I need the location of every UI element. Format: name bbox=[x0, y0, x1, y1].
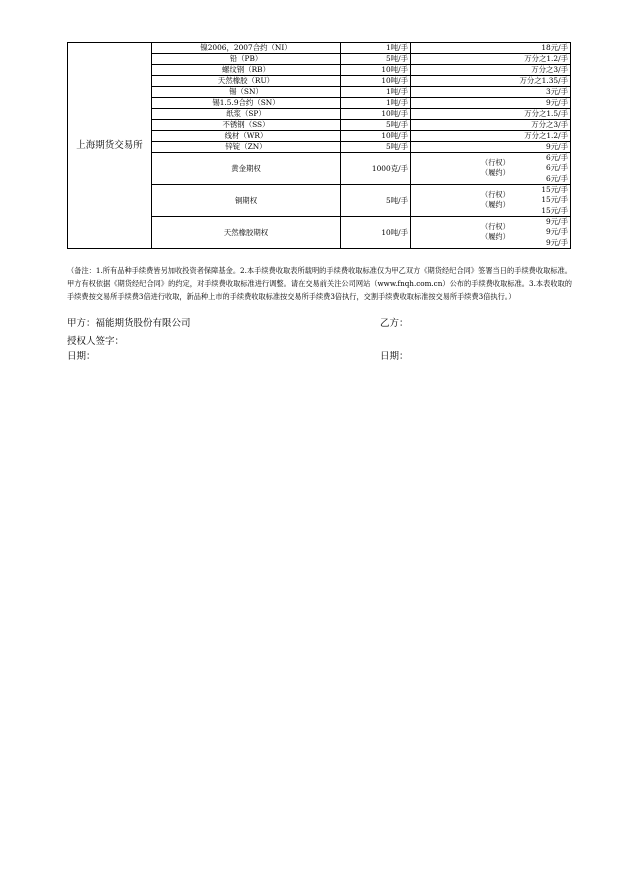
fee-value: 9元/手 bbox=[546, 227, 568, 237]
fee-value: 万分之1.2/手 bbox=[411, 131, 571, 142]
party-a-label: 甲方：福能期货股份有限公司 bbox=[67, 318, 191, 329]
trade-unit: 5吨/手 bbox=[341, 120, 411, 131]
trade-unit: 1吨/手 bbox=[341, 43, 411, 54]
fee-table bbox=[67, 42, 571, 249]
trade-unit: 1吨/手 bbox=[341, 98, 411, 109]
fee-value: 万分之1.5/手 bbox=[411, 109, 571, 120]
trade-unit: 10吨/手 bbox=[341, 131, 411, 142]
performance-label: （履约） bbox=[481, 232, 510, 241]
trade-unit: 1000克/手 bbox=[341, 153, 411, 185]
fee-value: 15元/手 bbox=[541, 185, 568, 194]
party-b-label: 乙方： bbox=[380, 318, 409, 329]
fee-value: 9元/手 bbox=[546, 237, 568, 247]
option-fee-cell bbox=[411, 185, 571, 217]
exercise-label: （行权） bbox=[481, 222, 510, 231]
fee-value: 9元/手 bbox=[411, 98, 571, 109]
trade-unit: 5吨/手 bbox=[341, 185, 411, 217]
product-name: 线材（WR） bbox=[152, 131, 341, 142]
fee-value: 6元/手 bbox=[546, 173, 568, 183]
product-name: 黄金期权 bbox=[152, 153, 341, 185]
party-a-date-label: 日期： bbox=[67, 351, 96, 362]
product-name: 铅（PB） bbox=[152, 54, 341, 65]
fee-value: 万分之1.35/手 bbox=[411, 76, 571, 87]
trade-unit: 10吨/手 bbox=[341, 76, 411, 87]
product-name: 不锈钢（SS） bbox=[152, 120, 341, 131]
trade-unit: 10吨/手 bbox=[341, 109, 411, 120]
fee-value: 18元/手 bbox=[411, 43, 571, 54]
option-fee-cell bbox=[411, 153, 571, 185]
product-name: 镍2006，2007合约（NI） bbox=[152, 43, 341, 54]
fee-value: 3元/手 bbox=[411, 87, 571, 98]
product-name: 螺纹钢（RB） bbox=[152, 65, 341, 76]
trade-unit: 10吨/手 bbox=[341, 65, 411, 76]
product-name: 锡（SN） bbox=[152, 87, 341, 98]
fee-value: 万分之3/手 bbox=[411, 120, 571, 131]
product-name: 天然橡胶期权 bbox=[152, 217, 341, 249]
product-name: 铜期权 bbox=[152, 185, 341, 217]
trade-unit: 10吨/手 bbox=[341, 217, 411, 249]
exchange-name-cell: 上海期货交易所 bbox=[68, 43, 152, 249]
product-name: 纸浆（SP） bbox=[152, 109, 341, 120]
trade-unit: 5吨/手 bbox=[341, 54, 411, 65]
party-b-date-label: 日期： bbox=[380, 351, 409, 362]
remarks-note: （备注：1.所有品种手续费皆另加收投资者保障基金。2.本手续费收取表所载明的手续费收取标准仅为甲乙双方《期货经纪合同》签署当日的手续费收取标准。甲方有权依据《期货经纪合同》的约定，对手续费收取标准进行调整。请在交易前关注公司网站（www.fnqh.com.cn）公布的手续费收取标准。3.本表收取的手续费按交易所手续费3倍进行收取，新品种上市的手续费收取标准按交易所手续费3倍执行，交割手续费收取标准按交易所手续费3倍执行。） bbox=[67, 266, 572, 301]
fee-value: 6元/手 bbox=[546, 153, 568, 162]
authorized-signature-label: 授权人签字： bbox=[67, 336, 125, 347]
trade-unit: 1吨/手 bbox=[341, 87, 411, 98]
fee-value: 15元/手 bbox=[541, 205, 568, 215]
product-name: 锌锭（ZN） bbox=[152, 142, 341, 153]
trade-unit: 5吨/手 bbox=[341, 142, 411, 153]
performance-label: （履约） bbox=[481, 200, 510, 209]
product-name: 天然橡胶（RU） bbox=[152, 76, 341, 87]
table-row bbox=[68, 43, 571, 54]
option-fee-cell bbox=[411, 217, 571, 249]
fee-value: 万分之1.2/手 bbox=[411, 54, 571, 65]
fee-value: 6元/手 bbox=[546, 163, 568, 173]
fee-value: 9元/手 bbox=[546, 217, 568, 226]
performance-label: （履约） bbox=[481, 168, 510, 177]
product-name: 锡1.5.9合约（SN） bbox=[152, 98, 341, 109]
fee-value: 15元/手 bbox=[541, 195, 568, 205]
fee-value: 万分之3/手 bbox=[411, 65, 571, 76]
exercise-label: （行权） bbox=[481, 190, 510, 199]
fee-value: 9元/手 bbox=[411, 142, 571, 153]
exercise-label: （行权） bbox=[481, 158, 510, 167]
